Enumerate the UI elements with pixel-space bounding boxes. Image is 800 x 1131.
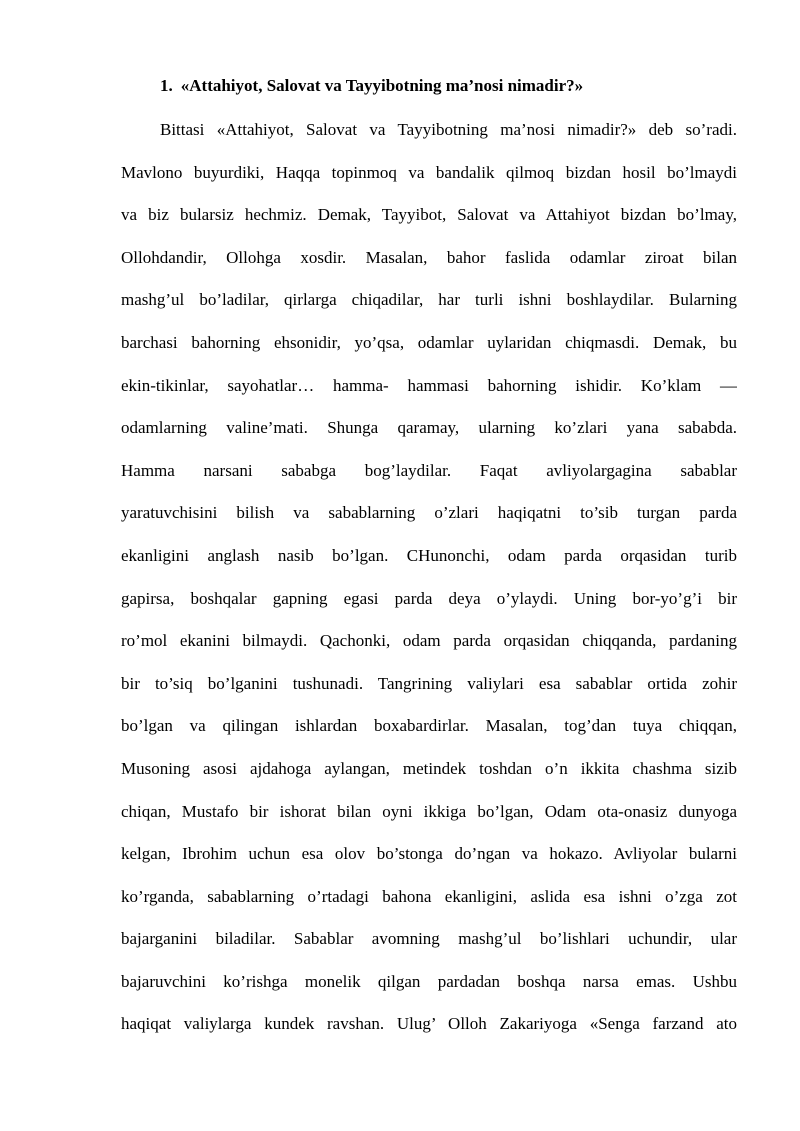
text-line: bo’lgan va qilingan ishlardan boxabardirlar. Masalan, tog’dan tuya chiqqan, <box>121 716 737 736</box>
text-line: yaratuvchisini bilish va sabablarning o’zlari haqiqatni to’sib turgan parda <box>121 503 737 523</box>
text-line: bajaruvchini ko’rishga monelik qilgan pardadan boshqa narsa emas. Ushbu <box>121 971 737 991</box>
text-line: va biz bularsiz hechmiz. Demak, Tayyibot, Salovat va Attahiyot bizdan bo’lmay, <box>121 205 737 225</box>
section-title: «Attahiyot, Salovat va Tayyibotning ma’nosi nimadir?» <box>180 76 584 95</box>
text-line: Bittasi «Attahiyot, Salovat va Tayyibotning ma’nosi nimadir?» deb so’radi. <box>160 120 737 139</box>
text-line: odamlarning valine’mati. Shunga qaramay, ularning ko’zlari yana sababda. <box>121 418 737 438</box>
text-line: ro’mol ekanini bilmaydi. Qachonki, odam parda orqasidan chiqqanda, pardaning <box>121 631 737 651</box>
text-line: bajarganini biladilar. Sabablar avomning mashg’ul bo’lishlari uchundir, ular <box>121 929 737 949</box>
section-heading <box>160 76 583 96</box>
text-line: barchasi bahorning ehsonidir, yo’qsa, odamlar uylaridan chiqmasdi. Demak, bu <box>121 332 737 352</box>
text-line: Ollohdandir, Ollohga xosdir. Masalan, bahor faslida odamlar ziroat bilan <box>121 247 737 267</box>
text-line: ekanligini anglash nasib bo’lgan. CHunonchi, odam parda orqasidan turib <box>121 545 737 565</box>
text-line: Hamma narsani sababga bog’laydilar. Faqat avliyolargagina sabablar <box>121 460 737 480</box>
body-text <box>121 118 737 1055</box>
text-line: chiqan, Mustafo bir ishorat bilan oyni ikkiga bo’lgan, Odam ota-onasiz dunyoga <box>121 801 737 821</box>
text-line: ekin-tikinlar, sayohatlar… hamma- hammasi bahorning ishidir. Ko’klam — <box>121 375 737 395</box>
text-line: kelgan, Ibrohim uchun esa olov bo’stonga do’ngan va hokazo. Avliyolar bularni <box>121 844 737 864</box>
text-line: ko’rganda, sabablarning o’rtadagi bahona ekanligini, aslida esa ishni o’zga zot <box>121 886 737 906</box>
text-line: Mavlono buyurdiki, Haqqa topinmoq va bandalik qilmoq bizdan hosil bo’lmaydi <box>121 162 737 182</box>
section-number: 1. <box>160 76 173 95</box>
text-line: gapirsa, boshqalar gapning egasi parda deya o’ylaydi. Uning bor-yo’g’i bir <box>121 588 737 608</box>
text-line: haqiqat valiylarga kundek ravshan. Ulug’ Olloh Zakariyoga «Senga farzand ato <box>121 1014 737 1034</box>
text-line: bir to’siq bo’lganini tushunadi. Tangrining valiylari esa sabablar ortida zohir <box>121 673 737 693</box>
text-line: mashg’ul bo’ladilar, qirlarga chiqadilar, har turli ishni boshlaydilar. Bularning <box>121 290 737 310</box>
text-line: Musoning asosi ajdahoga aylangan, metindek toshdan o’n ikkita chashma sizib <box>121 758 737 778</box>
